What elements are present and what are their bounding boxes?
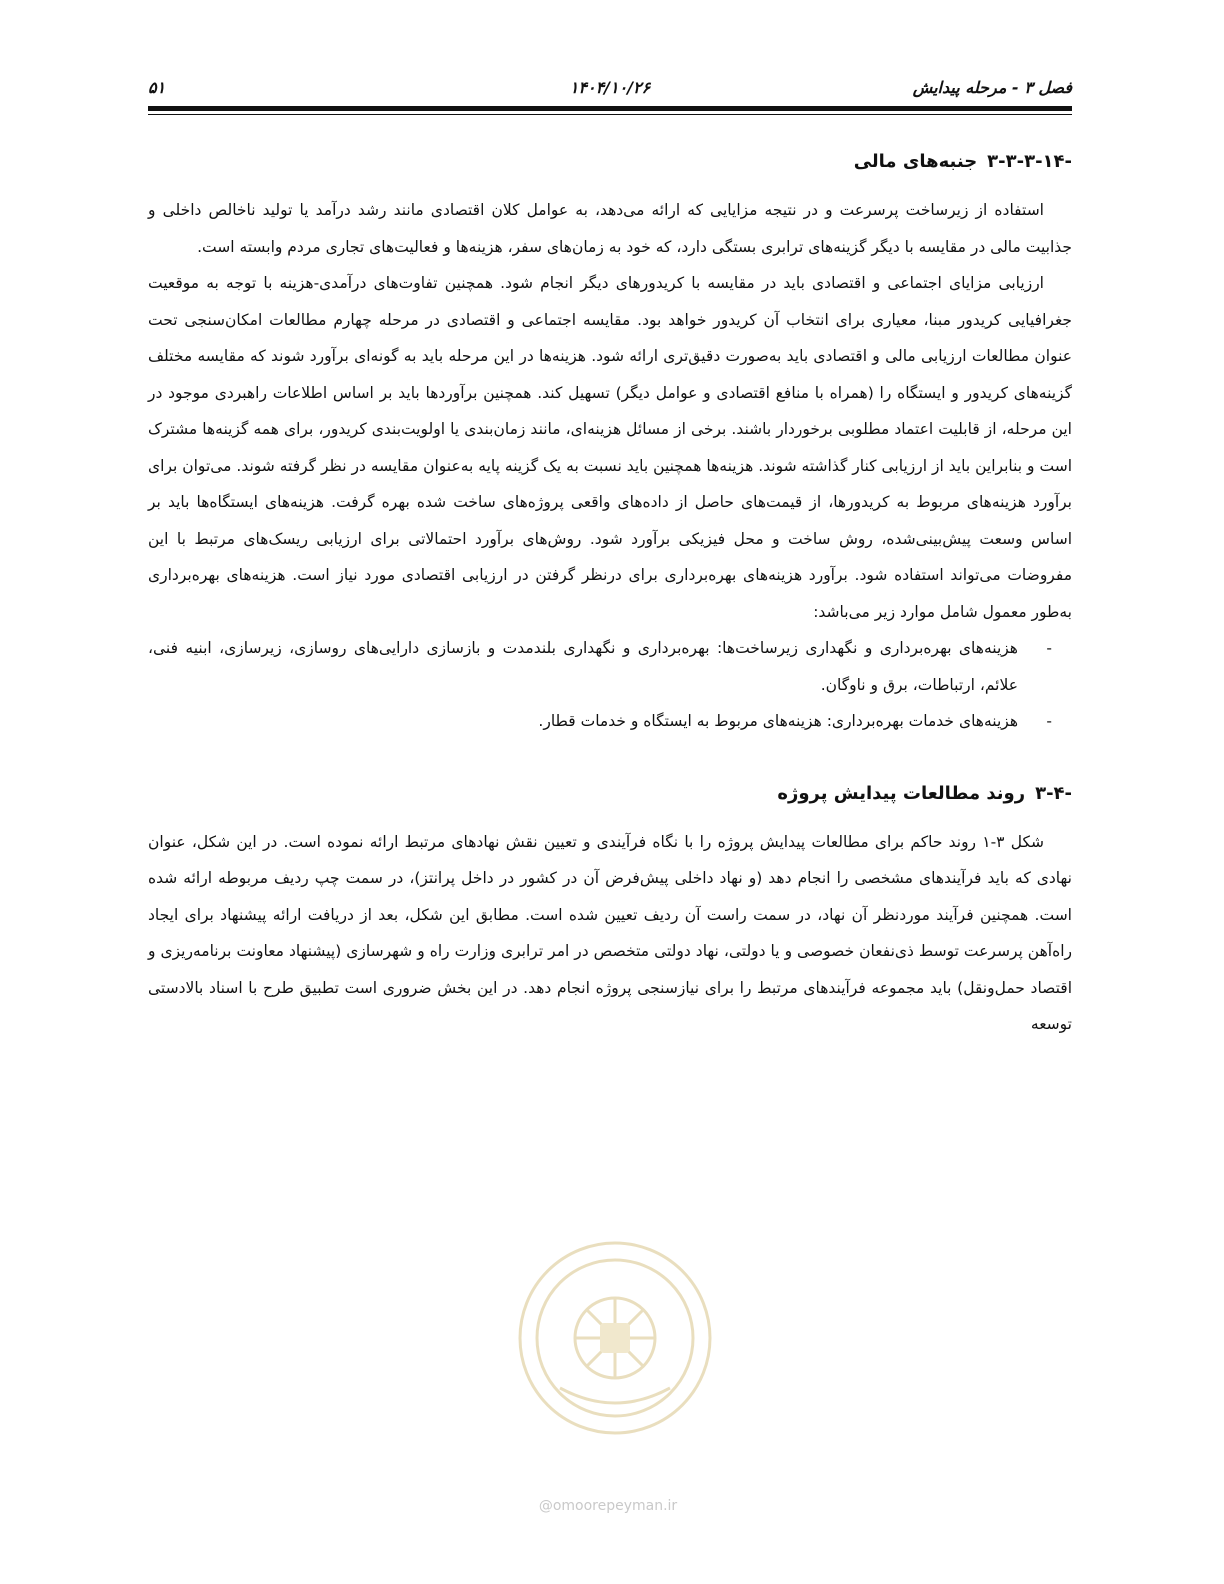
page-number: ۵۱ — [148, 78, 166, 97]
bullet-marker: - — [1046, 639, 1052, 657]
list-item — [148, 703, 1052, 740]
watermark-text: @omoorepeyman.ir — [538, 1498, 678, 1514]
cost-list — [148, 630, 1072, 740]
paragraph: ارزیابی مزایای اجتماعی و اقتصادی باید در مقایسه با کریدورهای دیگر انجام شود. همچنین تفاوت‌های درآمدی-هزینه با توجه به موقعیت جغرافیایی کریدور مبنا، معیاری برای انتخاب آن کریدور خواهد بود. مقایسه اجتماعی و اقتصادی در مرحله چهارم مطالعات امکان‌سنجی تحت عنوان مطالعات ارزیابی مالی و اقتصادی باید به‌صورت دقیق‌تری ارائه شود. هزینه‌ها در این مرحله باید به گونه‌ای برآورد شوند که مقایسه مختلف گزینه‌های کریدور و ایستگاه را (همراه با منافع اقتصادی و عوامل دیگر) تسهیل کند. همچنین برآوردها باید بر اساس اطلاعات راهبردی موجود در این مرحله، از قابلیت اعتماد مطلوبی برخوردار باشند. برخی از مسائل هزینه‌ای، مانند زمان‌بندی یا اولویت‌بندی کریدور، برای همه گزینه‌ها مشترک است و بنابراین باید از ارزیابی کنار گذاشته شوند. هزینه‌ها همچنین باید نسبت به یک گزینه پایه به‌عنوان مقایسه در نظر گرفته شوند. می‌توان برای برآورد هزینه‌های مربوط به کریدورها، از قیمت‌های حاصل از داده‌های واقعی پروژه‌های ساخت شده بهره گرفت. هزینه‌های ایستگاه‌ها باید بر اساس وسعت پیش‌بینی‌شده، روش ساخت و محل فیزیکی برآورد شود. روش‌های برآورد احتمالاتی برای ارزیابی ریسک‌های مرتبط با این مفروضات می‌تواند استفاده شود. برآورد هزینه‌های بهره‌برداری برای درنظر گرفتن در ارزیابی اقتصادی مورد نیاز است. هزینه‌های بهره‌برداری به‌طور معمول شامل موارد زیر می‌باشد: — [148, 274, 1072, 621]
page-body — [148, 140, 1072, 1043]
watermark-seal-icon — [500, 1218, 730, 1498]
list-item-text: هزینه‌های خدمات بهره‌برداری: هزینه‌های مربوط به ایستگاه و خدمات قطار. — [538, 712, 1018, 730]
section-title: روند مطالعات پیدایش پروژه — [777, 782, 1026, 804]
section-number: ۳-۳-۳-۱۴- — [987, 151, 1072, 172]
section-heading-financial — [148, 140, 1072, 184]
header-rule-thin — [148, 114, 1072, 115]
bullet-marker: - — [1046, 712, 1052, 730]
section-title: جنبه‌های مالی — [853, 151, 978, 172]
section-heading-process — [148, 772, 1072, 816]
paragraph: استفاده از زیرساخت پرسرعت و در نتیجه مزایایی که ارائه می‌دهد، به عوامل کلان اقتصادی مانند رشد درآمد یا تولید ناخالص داخلی و جذابیت مالی در مقایسه با دیگر گزینه‌های ترابری بستگی دارد، که خود به زمان‌های سفر، هزینه‌ها و فعالیت‌های تجاری مردم وابسته است. — [148, 201, 1072, 256]
header-rule-thick — [148, 106, 1072, 111]
list-item — [148, 630, 1052, 703]
paragraph: شکل ۳-۱ روند حاکم برای مطالعات پیدایش پروژه را با نگاه فرآیندی و تعیین نقش نهادهای مرتبط ارائه نموده است. در این شکل، عنوان نهادی که باید فرآیندهای مشخصی را انجام دهد (و نهاد داخلی پیش‌فرض آن در کشور در داخل پرانتز)، در سمت چپ ردیف مربوطه ارائه شده است. همچنین فرآیند موردنظر آن نهاد، در سمت راست آن ردیف تعیین شده است. مطابق این شکل، بعد از دریافت ارائه پیشنهاد برای ایجاد راه‌آهن پرسرعت توسط ذی‌نفعان خصوصی و یا دولتی، نهاد دولتی متخصص در امر ترابری وزارت راه و شهرسازی (پیشنهاد معاونت برنامه‌ریزی و اقتصاد حمل‌ونقل) باید مجموعه فرآیندهای مرتبط را برای نیازسنجی پروژه انجام دهد. در این بخش ضروری است تطبیق طرح با اسناد بالادستی توسعه — [148, 832, 1072, 1033]
chapter-title: فصل ۳ - مرحله پیدایش — [912, 78, 1072, 97]
section-number: ۳-۴- — [1035, 782, 1072, 804]
page-header — [148, 72, 1072, 108]
header-date: ۱۴۰۴/۱۰/۲۶ — [569, 78, 651, 97]
list-item-text: هزینه‌های بهره‌برداری و نگهداری زیرساخت‌ها: بهره‌برداری و نگهداری بلندمدت و بازسازی دارایی‌های روسازی، زیرسازی، ابنیه فنی، علائم، ارتباطات، برق و ناوگان. — [148, 639, 1018, 694]
